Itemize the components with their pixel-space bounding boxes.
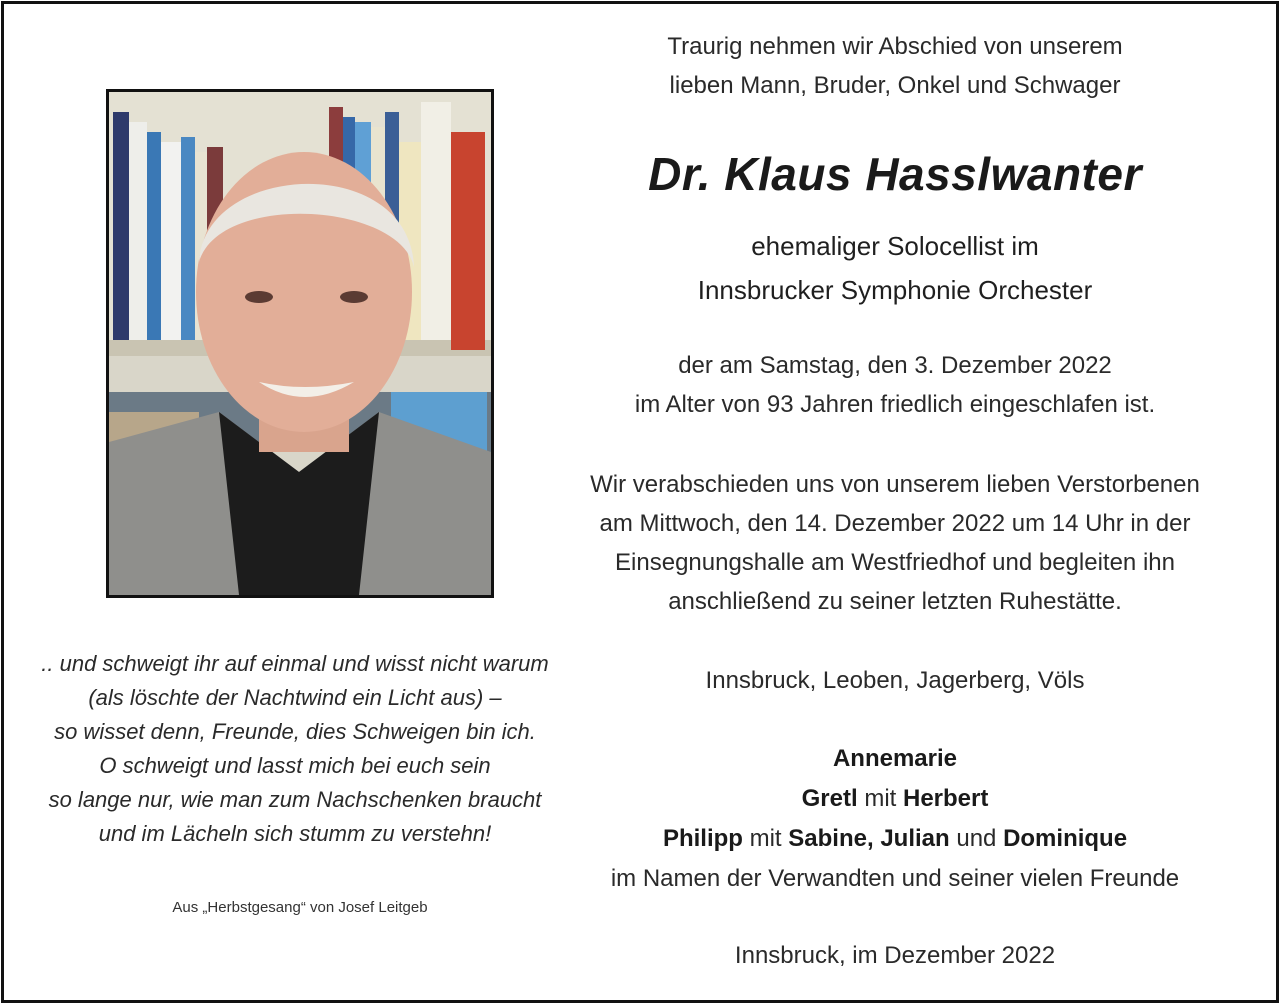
portrait-photo — [106, 89, 494, 598]
funeral-line: am Mittwoch, den 14. Dezember 2022 um 14 Uhr in der — [599, 510, 1191, 537]
funeral-line: Wir verabschieden uns von unserem lieben Verstorbenen — [590, 471, 1200, 498]
family-line — [530, 819, 1260, 859]
poem-line: und im Lächeln sich stumm zu verstehn! — [98, 821, 492, 846]
family-name: Philipp — [662, 825, 743, 852]
closing-line: Innsbruck, im Dezember 2022 — [734, 942, 1056, 969]
poem-line: O schweigt und lasst mich bei euch sein — [99, 753, 491, 778]
funeral-line: anschließend zu seiner letzten Ruhestätte. — [668, 588, 1122, 615]
poem — [10, 647, 580, 851]
family-line: im Namen der Verwandten und seiner vielen Freunde — [610, 865, 1180, 892]
role-text — [530, 224, 1260, 312]
death-line: im Alter von 93 Jahren friedlich eingeschlafen ist. — [634, 391, 1156, 418]
poem-line: (als löschte der Nachtwind ein Licht aus) – — [88, 685, 502, 710]
places-line: Innsbruck, Leoben, Jagerberg, Völs — [705, 667, 1085, 694]
funeral-details — [530, 465, 1260, 621]
intro-line: Traurig nehmen wir Abschied von unserem — [667, 33, 1123, 60]
family-signatures — [530, 739, 1260, 899]
poem-source: Aus „Herbstgesang“ von Josef Leitgeb — [172, 899, 428, 916]
family-name: Gretl — [801, 785, 858, 812]
death-line: der am Samstag, den 3. Dezember 2022 — [678, 352, 1112, 379]
family-name: Dominique — [1003, 825, 1128, 852]
poem-line: so wisset denn, Freunde, dies Schweigen bin ich. — [54, 719, 536, 744]
intro-line: lieben Mann, Bruder, Onkel und Schwager — [669, 72, 1121, 99]
intro-text — [530, 27, 1260, 105]
role-line: ehemaliger Solocellist im — [751, 231, 1039, 261]
connector-word: mit — [864, 785, 897, 812]
family-line — [530, 739, 1260, 779]
family-name: Annemarie — [832, 745, 958, 772]
role-line: Innsbrucker Symphonie Orchester — [697, 275, 1093, 305]
connector-word: und — [956, 825, 997, 852]
family-name: Julian — [880, 825, 950, 852]
family-name: Herbert — [903, 785, 989, 812]
family-name: Sabine, — [788, 825, 874, 852]
family-line — [530, 779, 1260, 819]
portrait-image — [109, 92, 491, 595]
poem-line: so lange nur, wie man zum Nachschenken braucht — [48, 787, 542, 812]
death-notice — [530, 346, 1260, 424]
deceased-name: Dr. Klaus Hasslwanter — [648, 148, 1142, 200]
poem-line: .. und schweigt ihr auf einmal und wisst nicht warum — [41, 651, 549, 676]
connector-word: mit — [749, 825, 782, 852]
funeral-line: Einsegnungshalle am Westfriedhof und begleiten ihn — [615, 549, 1175, 576]
